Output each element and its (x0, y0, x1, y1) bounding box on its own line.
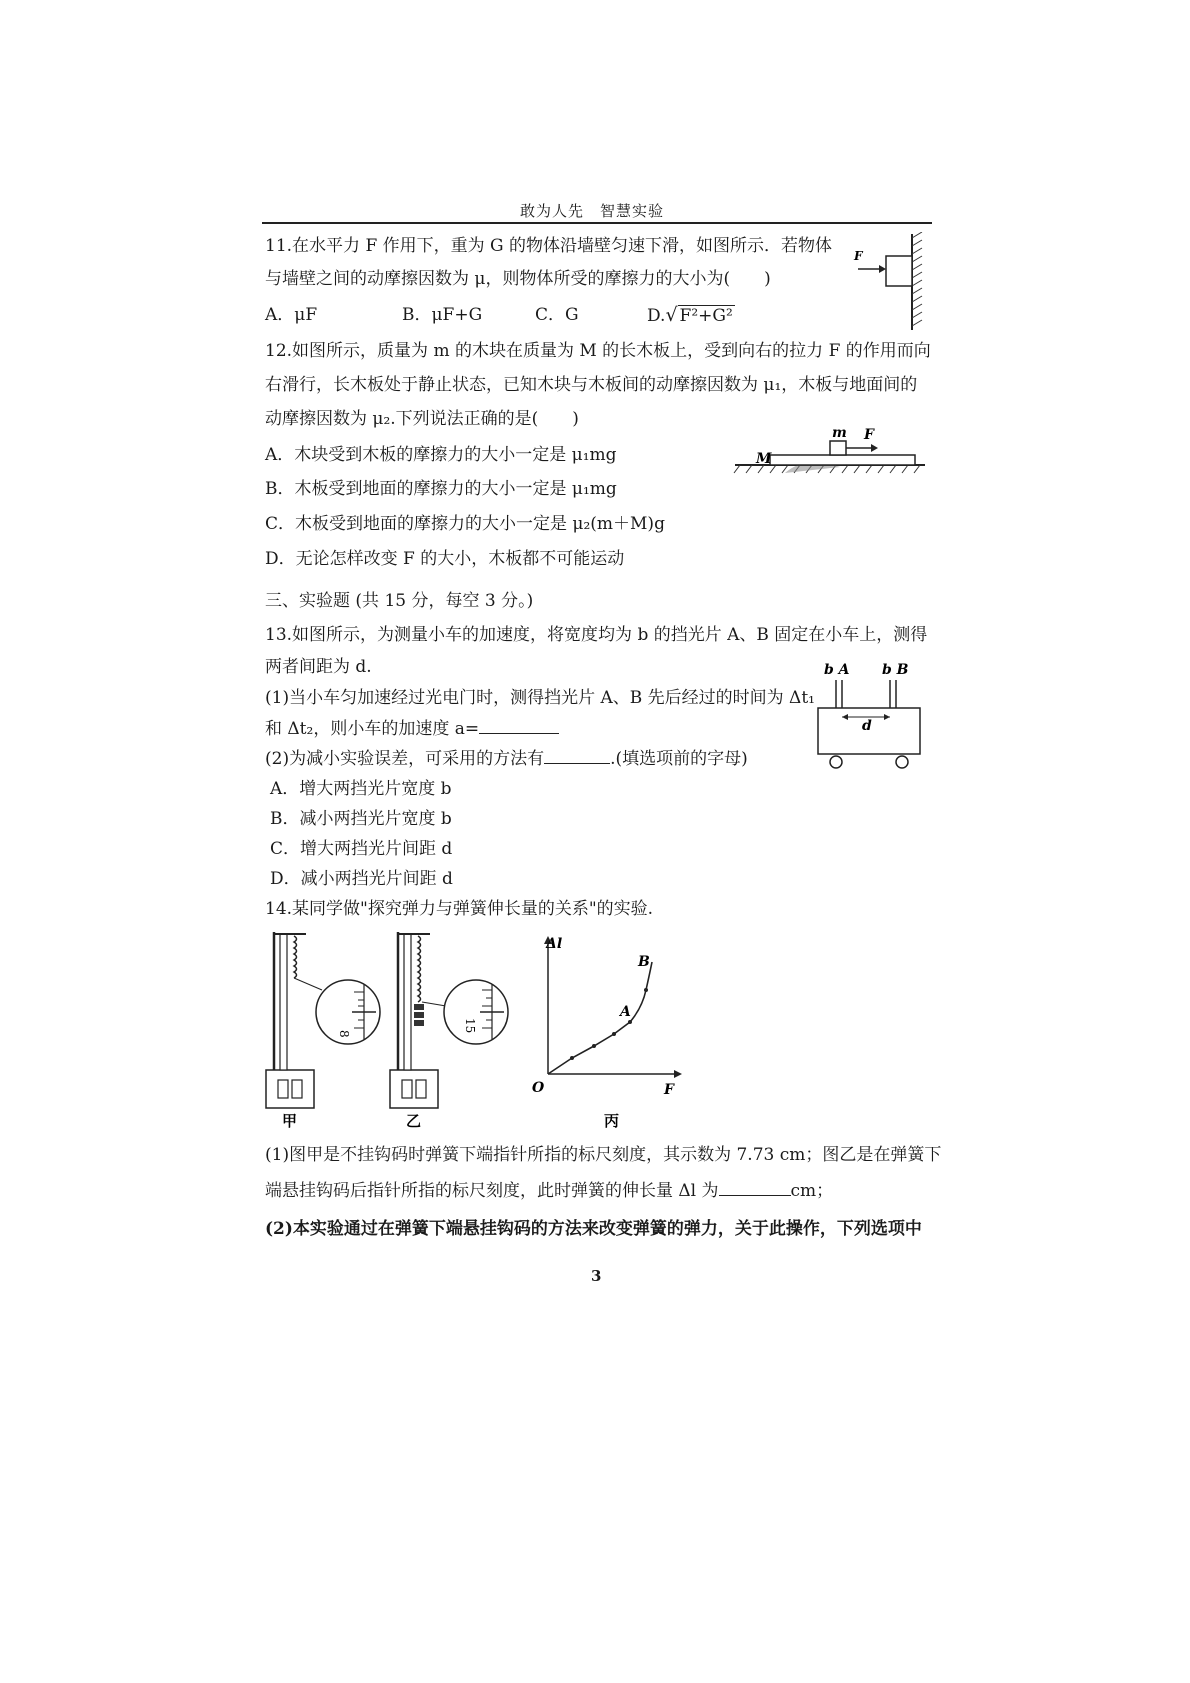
q11-option-c: C．G (535, 305, 579, 325)
wood-block (830, 441, 846, 455)
q14-graph-xlabel: F (664, 1082, 674, 1098)
q14-graph-origin: O (532, 1080, 545, 1096)
q13-option-d: D．减小两挡光片间距 d (270, 869, 453, 889)
q14-part1-unit: cm； (790, 1181, 834, 1201)
ruler (280, 934, 287, 1070)
wheel-left (830, 756, 842, 768)
q14-line1: 14.某同学做"探究弹力与弹簧伸长量的关系"的实验. (265, 899, 654, 919)
q14-graph-point-b: B (638, 954, 650, 970)
sqrt-sign: √ (665, 304, 678, 326)
q13-answer-blank-method (544, 763, 610, 764)
q12-fig-label-f: F (864, 427, 874, 443)
q11-option-a: A．μF (265, 305, 318, 325)
q14-label-bing: 丙 (604, 1112, 620, 1128)
q13-option-a: A．增大两挡光片宽度 b (270, 779, 452, 799)
force-arrowhead (879, 265, 886, 273)
q12-option-b: B．木板受到地面的摩擦力的大小一定是 μ₁mg (265, 479, 617, 499)
q14-answer-blank-extension (719, 1195, 791, 1196)
stand-base (390, 1070, 438, 1108)
q13-fig-label-bb: b B (882, 662, 909, 678)
q12-option-a: A．木块受到木板的摩擦力的大小一定是 μ₁mg (265, 445, 617, 465)
q14-zoom-yi-label: 15 (463, 1018, 477, 1034)
q12-option-d: D．无论怎样改变 F 的大小，木板都不可能运动 (265, 549, 625, 569)
wall-hatching (912, 232, 922, 326)
q14-label-jia: 甲 (282, 1112, 298, 1128)
header-rule (262, 222, 932, 224)
q11-option-d (647, 304, 735, 327)
q13-answer-blank-a (479, 733, 559, 734)
q11-line2: 与墙壁之间的动摩擦因数为 μ，则物体所受的摩擦力的大小为( ) (265, 269, 771, 289)
q14-figure-jia (264, 928, 386, 1128)
q13-part2 (265, 748, 748, 770)
q13-line1: 13.如图所示，为测量小车的加速度，将宽度均为 b 的挡光片 A、B 固定在小车上，测得 (265, 625, 928, 645)
q14-part1-line1: (1)图甲是不挂钩码时弹簧下端指针所指的标尺刻度，其示数为 7.73 cm；图乙是在弹簧下 (265, 1145, 942, 1165)
q14-part1-text: 端悬挂钩码后指针所指的标尺刻度，此时弹簧的伸长量 Δl 为 (265, 1181, 719, 1201)
block (886, 256, 912, 286)
q13-fig-label-ba: b A (824, 662, 850, 678)
long-board (770, 455, 915, 465)
q13-option-b: B．减小两挡光片宽度 b (270, 809, 452, 829)
page-header: 敢为人先 智慧实验 (520, 202, 665, 220)
q13-part1-line1: (1)当小车匀加速经过光电门时，测得挡光片 A、B 先后经过的时间为 Δt₁ (265, 688, 815, 708)
q12-line2: 右滑行，长木板处于静止状态，已知木块与木板间的动摩擦因数为 μ₁，木板与地面间的 (265, 375, 918, 395)
q13-option-c: C．增大两挡光片间距 d (270, 839, 453, 859)
q11-option-d-prefix: D. (647, 306, 666, 326)
q12-option-c: C．木板受到地面的摩擦力的大小一定是 μ₂(m＋M)g (265, 514, 665, 534)
q13-part1-line2 (265, 718, 559, 740)
graph-curve (548, 962, 652, 1074)
spring (418, 936, 421, 1002)
q12-line3: 动摩擦因数为 μ₂.下列说法正确的是( ) (265, 409, 579, 429)
q13-part2-tail: .(填选项前的字母) (610, 749, 748, 769)
pull-arrowhead (871, 444, 878, 452)
page-number: 3 (591, 1267, 602, 1285)
q11-option-b: B．μF+G (402, 305, 483, 325)
weight (414, 1004, 424, 1010)
weight (414, 1012, 424, 1018)
q14-zoom-jia-label: 8 (337, 1030, 351, 1038)
q14-part2: (2)本实验通过在弹簧下端悬挂钩码的方法来改变弹簧的弹力，关于此操作，下列选项中 (265, 1219, 922, 1239)
q11-wall-figure (850, 232, 930, 332)
q14-graph-ylabel: Δl (546, 936, 563, 952)
q14-graph-point-a: A (620, 1004, 631, 1020)
wheel-right (896, 756, 908, 768)
q14-figure-yi (388, 928, 512, 1128)
q14-figure-bing (532, 928, 682, 1128)
q13-part1-text: 和 Δt₂，则小车的加速度 a= (265, 719, 480, 739)
spring (294, 936, 297, 978)
q14-label-yi: 乙 (406, 1112, 422, 1128)
q13-part2-text: (2)为减小实验误差，可采用的方法有 (265, 749, 545, 769)
q12-line1: 12.如图所示，质量为 m 的木块在质量为 M 的长木板上，受到向右的拉力 F 的作用而向 (265, 341, 931, 361)
q11-line1: 11.在水平力 F 作用下，重为 G 的物体沿墙壁匀速下滑，如图所示．若物体 (265, 236, 833, 256)
q11-fig-label-f: F (854, 249, 863, 263)
q11-option-d-radicand: F²+G² (679, 306, 733, 326)
q14-part1-line2 (265, 1180, 833, 1202)
q12-fig-label-big-m: M (756, 451, 772, 467)
ruler (404, 934, 411, 1070)
weight (414, 1020, 424, 1026)
q12-fig-label-m: m (832, 425, 847, 441)
section-3-title: 三、实验题 (共 15 分，每空 3 分。) (265, 591, 534, 611)
stand-base (266, 1070, 314, 1108)
q12-board-figure (730, 425, 930, 480)
q13-cart-figure (810, 658, 930, 773)
q13-line2: 两者间距为 d. (265, 657, 372, 677)
q13-fig-label-d: d (862, 718, 872, 734)
